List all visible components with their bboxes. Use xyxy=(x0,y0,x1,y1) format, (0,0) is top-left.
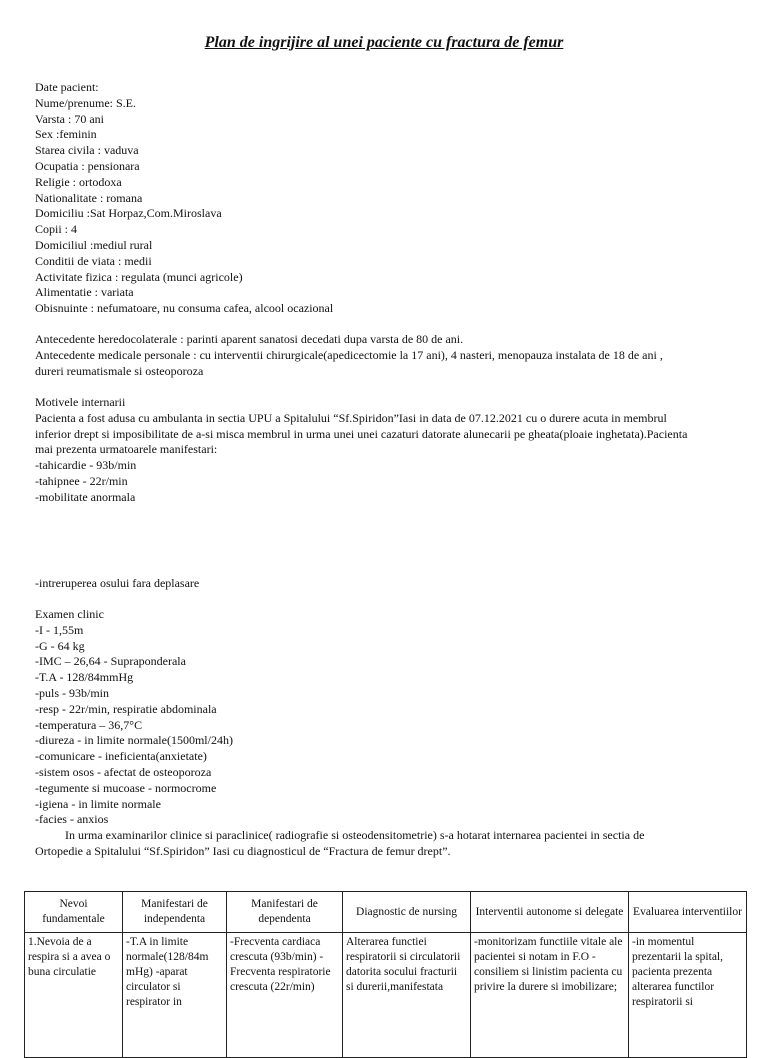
patient-data-line: Ocupatia : pensionara xyxy=(35,158,140,173)
clinical-conclusion-cont: Ortopedie a Spitalului “Sf.Spiridon” Iasi cu diagnosticul de “Fractura de femur drept”. xyxy=(35,843,451,858)
patient-data-line: Domiciliul :mediul rural xyxy=(35,237,153,252)
clinical-exam-item: -facies - anxios xyxy=(35,812,109,827)
clinical-conclusion: In urma examinarilor clinice si paraclinice( radiografie si osteodensitometrie) s-a hotarat internarea pacientei in sectia de xyxy=(65,828,645,843)
admission-text: inferior drept si imposibilitate de a-si misca membrul in urma unei unei cazaturi datorate alunecarii pe gheata(ploaie inghetata).Pacienta xyxy=(35,426,688,441)
manifestation-item: -tahicardie - 93b/min xyxy=(35,458,137,473)
clinical-exam-item: -sistem osos - afectat de osteoporoza xyxy=(35,764,212,779)
fracture-note-section xyxy=(35,576,735,592)
table-cell: -T.A in limite normale(128/84m mHg) -aparat circulator si respirator in xyxy=(123,933,227,1058)
patient-data-line: Nume/prenume: S.E. xyxy=(35,95,136,110)
patient-data-line: Obisnuinte : nefumatoare, nu consuma cafea, alcool ocazional xyxy=(35,301,334,316)
personal-history: Antecedente medicale personale : cu interventii chirurgicale(apedicectomie la 17 ani), 4 nasteri, menopauza instalata de 18 de ani , xyxy=(35,347,663,362)
patient-data-line: Conditii de viata : medii xyxy=(35,253,152,268)
admission-section xyxy=(35,395,735,506)
patient-data-line: Copii : 4 xyxy=(35,222,78,237)
table-cell: -monitorizam functiile vitale ale pacientei si notam in F.O -consiliem si linistim pacienta cu privire la durere si imobilizare; xyxy=(471,933,629,1058)
clinical-exam-item: -puls - 93b/min xyxy=(35,685,109,700)
clinical-exam-item: -T.A - 128/84mmHg xyxy=(35,670,134,685)
patient-data-line: Date pacient: xyxy=(35,80,99,94)
clinical-exam-item: -G - 64 kg xyxy=(35,638,85,653)
clinical-exam-item: -tegumente si mucoase - normocrome xyxy=(35,780,217,795)
manifestation-item: -tahipnee - 22r/min xyxy=(35,473,128,488)
admission-text: Pacienta a fost adusa cu ambulanta in sectia UPU a Spitalului “Sf.Spiridon”Iasi in data de 07.12.2021 cu o durere acuta in membrul xyxy=(35,410,667,425)
clinical-exam-item: -resp - 22r/min, respiratie abdominala xyxy=(35,701,217,716)
patient-data-line: Activitate fizica : regulata (munci agricole) xyxy=(35,269,243,284)
table-row xyxy=(25,933,747,1058)
document-title: Plan de ingrijire al unei paciente cu fractura de femur xyxy=(204,34,564,51)
hereditary-history: Antecedente heredocolaterale : parinti aparent sanatosi decedati dupa varsta de 80 de ani. xyxy=(35,332,464,346)
fracture-note: -intreruperea osului fara deplasare xyxy=(35,576,200,590)
clinical-exam-item: -IMC – 26,64 - Supraponderala xyxy=(35,654,186,669)
patient-data-line: Starea civila : vaduva xyxy=(35,143,139,158)
patient-data-line: Religie : ortodoxa xyxy=(35,174,122,189)
clinical-exam-item: -I - 1,55m xyxy=(35,622,84,637)
admission-heading: Motivele internarii xyxy=(35,395,126,409)
history-section xyxy=(35,332,735,379)
table-header-cell: Manifestari de independenta xyxy=(123,892,227,933)
clinical-exam-heading: Examen clinic xyxy=(35,607,104,621)
table-header-row xyxy=(25,892,747,933)
personal-history-cont: dureri reumatismale si osteoporoza xyxy=(35,363,204,378)
clinical-exam-item: -igiena - in limite normale xyxy=(35,796,161,811)
table-cell: Alterarea functiei respiratorii si circulatorii datorita socului fracturii si durerii,manifestata xyxy=(343,933,471,1058)
table-header-cell: Manifestari de dependenta xyxy=(227,892,343,933)
patient-data-line: Nationalitate : romana xyxy=(35,190,143,205)
table-cell: -Frecventa cardiaca crescuta (93b/min) -Frecventa respiratorie crescuta (22r/min) xyxy=(227,933,343,1058)
clinical-exam-section xyxy=(35,607,735,860)
table-header-cell: Nevoi fundamentale xyxy=(25,892,123,933)
care-plan-table xyxy=(24,891,747,1058)
table-header-cell: Evaluarea interventiilor xyxy=(629,892,747,933)
patient-data-line: Sex :feminin xyxy=(35,127,97,142)
table-cell: 1.Nevoia de a respira si a avea o buna circulatie xyxy=(25,933,123,1058)
patient-data-line: Domiciliu :Sat Horpaz,Com.Miroslava xyxy=(35,206,222,221)
clinical-exam-item: -comunicare - ineficienta(anxietate) xyxy=(35,749,207,764)
patient-data-line: Varsta : 70 ani xyxy=(35,111,104,126)
clinical-exam-item: -diureza - in limite normale(1500ml/24h) xyxy=(35,733,233,748)
manifestation-item: -mobilitate anormala xyxy=(35,489,136,504)
table-header-cell: Interventii autonome si delegate xyxy=(471,892,629,933)
table-cell: -in momentul prezentarii la spital, pacienta prezenta alterarea functilor respiratorii si xyxy=(629,933,747,1058)
clinical-exam-item: -temperatura – 36,7°C xyxy=(35,717,143,732)
patient-data-line: Alimentatie : variata xyxy=(35,285,134,300)
patient-data-section xyxy=(35,80,735,317)
table-header-cell: Diagnostic de nursing xyxy=(343,892,471,933)
admission-text: mai prezenta urmatoarele manifestari: xyxy=(35,442,218,457)
